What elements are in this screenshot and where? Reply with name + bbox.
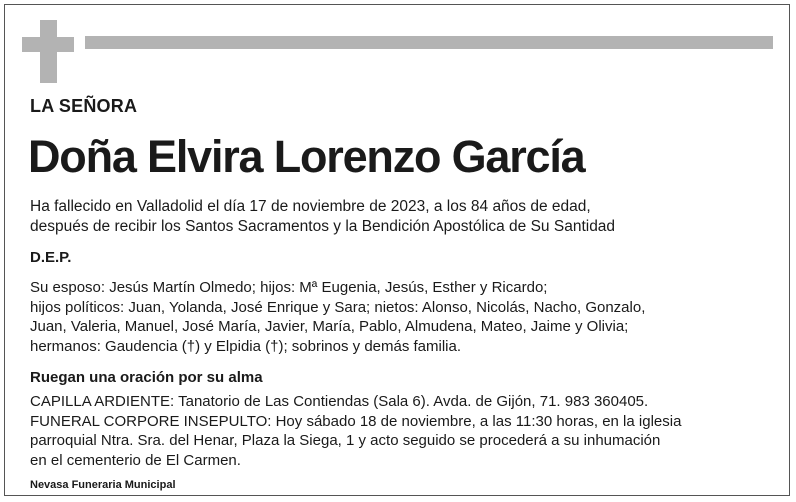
funeral-home-name: Nevasa Funeraria Municipal xyxy=(30,479,176,491)
details-line: en el cementerio de El Carmen. xyxy=(30,451,241,469)
details-line: parroquial Ntra. Sra. del Henar, Plaza la Siega, 1 y acto seguido se procederá a su inhumación xyxy=(30,432,661,449)
cross-horizontal-bar xyxy=(22,37,74,52)
header-rule xyxy=(85,36,773,49)
dep-label: D.E.P. xyxy=(30,249,72,266)
death-notice-line: Ha fallecido en Valladolid el día 17 de noviembre de 2023, a los 84 años de edad, xyxy=(30,198,591,215)
death-notice-line: después de recibir los Santos Sacramentos y la Bendición Apostólica de Su Santidad xyxy=(30,218,616,235)
family-list xyxy=(30,278,645,356)
family-line: hermanos: Gaudencia (†) y Elpidia (†); sobrinos y demás familia. xyxy=(30,337,462,355)
family-line: Juan, Valeria, Manuel, José María, Javier, María, Pablo, Almudena, Mateo, Jaime y Olivia; xyxy=(30,318,629,335)
deceased-name: Doña Elvira Lorenzo García xyxy=(28,131,585,182)
prayer-request: Ruegan una oración por su alma xyxy=(30,369,263,386)
title-label: LA SEÑORA xyxy=(30,96,138,116)
family-line: Su esposo: Jesús Martín Olmedo; hijos: Mª Eugenia, Jesús, Esther y Ricardo; xyxy=(30,279,548,296)
obituary-card xyxy=(4,4,790,496)
details-line: FUNERAL CORPORE INSEPULTO: Hoy sábado 18 de noviembre, a las 11:30 horas, en la iglesia xyxy=(30,412,682,430)
details-line: CAPILLA ARDIENTE: Tanatorio de Las Contiendas (Sala 6). Avda. de Gijón, 71. 983 360405. xyxy=(30,393,649,410)
family-line: hijos políticos: Juan, Yolanda, José Enrique y Sara; nietos: Alonso, Nicolás, Nacho, Gonzalo, xyxy=(30,298,646,316)
death-notice xyxy=(30,197,780,237)
funeral-details xyxy=(30,392,681,470)
